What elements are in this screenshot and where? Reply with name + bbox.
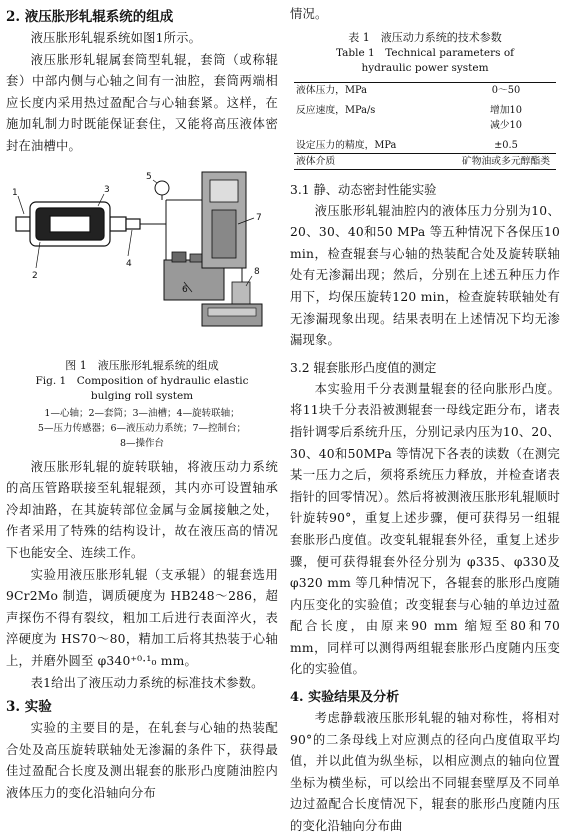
paragraph-3-2: 本实验用千分表测量辊套的径向胀形凸度。将11块千分表沿被测辊套一母线定距分布，诸表指针调零后系统升压，分别记录内压为10、20、30、40和50MPa 等情况下各表的读数（在测完某一压力之后，须将系统压力释放，并检查诸表指针的回零情况）。然后将被测液压胀形轧辊顺时针旋转90°，重复上述步骤，便可获得另一组辊套胀形凸度值。改变轧辊辊套外径，重复上述步骤，便可获得辊套外径分别为 φ335、φ330及 φ320 mm 等几种情况下，各辊套的胀形凸度随内压变化的实验值；改变辊套与心轴的单边过盈配合长度，由原来90 mm 缩短至80和70 mm，同样可以测得两组辊套胀形凸度随内压变化的实验值。: [290, 381, 560, 677]
paragraph-3-1: 液压胀形轧辊油腔内的液体压力分别为10、20、30、40和50 MPa 等五种情况下各保压10 min，检查辊套与心轴的热装配合处及旋转联轴处有无渗漏出现；然后，分别在上述五种压力作用下，均保压旋转120 min，检查旋转联轴处有无渗漏现象出现。结果表明在上述情况下均无渗漏现象。: [290, 203, 560, 348]
table-title-en-line1: Table 1 Technical parameters of: [335, 46, 515, 59]
table-row: [294, 82, 556, 98]
paragraph-coupling: 液压胀形轧辊的旋转联轴，将液压动力系统的高压管路联接至轧辊辊颈，其内亦可设置轴承冷却油路，在其旋转部位金属与金属接触之处，作者采用了特殊的结构设计，故在液压高的情况下也能安全、连续工作。: [6, 459, 278, 560]
section-heading-2: 2. 液压胀形轧辊系统的组成: [6, 9, 174, 25]
table-title-cn: 表 1 液压动力系统的技术参数: [348, 30, 502, 44]
figure-legend: [6, 406, 278, 451]
right-journal: [110, 217, 126, 231]
fig-label-4: 4: [126, 258, 132, 269]
paragraph-continued: 情况。: [290, 7, 328, 21]
left-journal: [16, 217, 30, 231]
figure-caption-cn: 图 1 液压胀形轧辊系统的组成: [65, 358, 219, 372]
subsection-heading-3-1: 3.1 静、动态密封性能实验: [290, 182, 437, 197]
figure-caption-en-line1: Fig. 1 Composition of hydraulic elastic: [35, 374, 249, 387]
fig-label-8: 8: [254, 266, 260, 277]
paragraph-table-ref: 表1给出了液压动力系统的标准技术参数。: [30, 675, 264, 690]
paragraph-structure: 液压胀形轧辊属套筒型轧辊，套筒（或称辊套）中部内侧与心轴之间有一油腔，套筒两端相应长度内采用热过盈配合与心轴套紧。这样，在施加轧制力时既能保证套住，又能将高压液体密封在油槽中。: [6, 52, 278, 153]
figure-legend-line2: 5—压力传感器；6—液压动力系统；7—控制台；: [37, 422, 247, 434]
fig-label-6: 6: [182, 284, 188, 295]
section-heading-3: 3. 实验: [6, 699, 52, 716]
table-cell-value: 增加10: [489, 104, 523, 116]
figure-legend-line3: 8—操作台: [119, 437, 165, 449]
pressure-sensor: [155, 181, 169, 195]
left-column: [6, 4, 278, 804]
control-console: [202, 172, 246, 268]
technical-parameters-table: [294, 82, 556, 170]
fig-label-2: 2: [32, 270, 38, 281]
fig-label-7: 7: [256, 212, 262, 223]
section-heading-4: 4. 实验结果及分析: [290, 690, 400, 706]
table-row: [294, 118, 556, 133]
table-cell-name: 液体压力，MPa: [294, 82, 456, 98]
figure-1: [6, 164, 278, 352]
table-row: [294, 133, 556, 154]
fig-label-1: 1: [12, 187, 18, 198]
oil-chamber: [50, 216, 90, 232]
subsection-heading-3-2: 3.2 辊套胀形凸度值的测定: [290, 360, 437, 375]
fig-label-3: 3: [104, 184, 110, 195]
fig-label-5: 5: [146, 171, 152, 182]
right-column: [290, 4, 560, 838]
paragraph-4: 考虑静载液压胀形轧辊的轴对称性，将相对90°的二条母线上对应测点的径向凸度值取平均值，并以此值为纵坐标，以相应测点的轴向位置坐标为横坐标，可以绘出不同辊套壁厚及不同单边过盈配合长度情况下，辊套的胀形凸度随内压的变化沿轴向分布曲: [290, 711, 560, 834]
table-cell-value: 矿物油或多元醇酯类: [456, 153, 556, 169]
paragraph-purpose: 实验的主要目的是，在轧套与心轴的热装配合处及高压旋转联轴处无渗漏的条件下，获得最佳过盈配合长度及测出辊套的胀形凸度随油腔内液体压力的变化沿轴向分布: [6, 721, 278, 800]
roll-assembly: [16, 202, 140, 246]
paragraph-intro: 液压胀形轧辊系统如图1所示。: [30, 31, 202, 45]
table-cell-name: 液体介质: [294, 153, 456, 169]
table-cell-value: 0～50: [456, 82, 556, 98]
system-diagram: [6, 164, 278, 352]
table-cell-value: 减少10: [489, 119, 523, 131]
table-cell-name: 设定压力的精度，MPa: [294, 133, 456, 154]
rotary-coupling: [126, 219, 140, 229]
table-row: [294, 153, 556, 169]
paragraph-material: 实验用液压胀形轧辊（支承辊）的辊套选用9Cr2Mo 制造，调质硬度为 HB248～286，超声探伤不得有裂纹，粗加工后进行表面淬火，表淬硬度为 HS70～80，精加工后将其热装于心轴上，并磨外圆至 φ340⁺⁰·¹₀ mm。: [6, 567, 278, 668]
figure-legend-line1: 1—心轴；2—套筒；3—油槽；4—旋转联轴；: [44, 407, 240, 419]
table-title-en-line2: hydraulic power system: [361, 61, 489, 74]
table-row: [294, 98, 556, 118]
figure-caption-en-line2: bulging roll system: [90, 389, 194, 402]
table-cell-name: 反应速度，MPa/s: [296, 104, 376, 116]
table-cell-name: [294, 118, 456, 133]
table-cell-value: ±0.5: [456, 133, 556, 154]
